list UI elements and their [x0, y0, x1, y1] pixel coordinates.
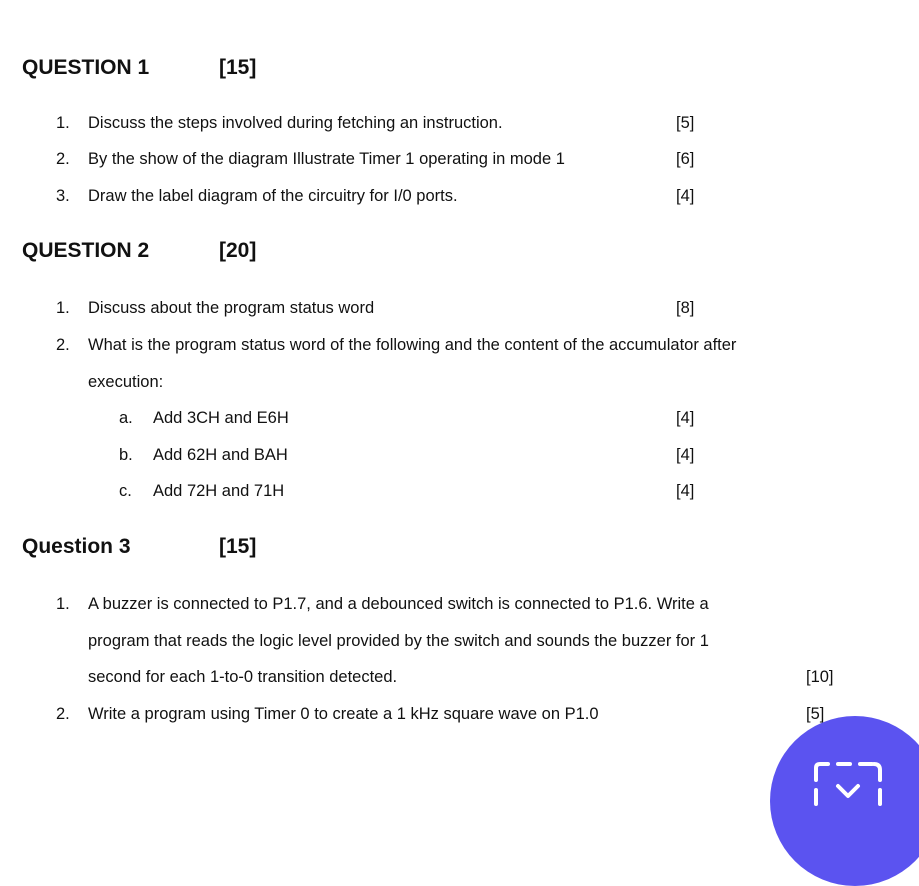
- q1-item-2-text: By the show of the diagram Illustrate Timer 1 operating in mode 1: [88, 150, 565, 168]
- question-3-marks: [15]: [219, 535, 257, 558]
- q2-item-2-number: 2.: [56, 336, 70, 354]
- question-2-marks: [20]: [219, 239, 257, 262]
- q2-item-1-text: Discuss about the program status word: [88, 299, 375, 317]
- q3-item-1-text-line2: program that reads the logic level provided by the switch and sounds the buzzer for 1: [88, 632, 709, 650]
- q2-subitem-a-marks: [4]: [676, 409, 695, 427]
- q2-subitem-c-marks: [4]: [676, 482, 695, 500]
- q2-item-1-number: 1.: [56, 299, 70, 317]
- q2-subitem-c-text: Add 72H and 71H: [153, 482, 285, 500]
- q1-item-3-number: 3.: [56, 187, 70, 205]
- scan-icon: [810, 760, 890, 810]
- q1-item-3-text: Draw the label diagram of the circuitry for I/0 ports.: [88, 187, 458, 205]
- q1-item-2-marks: [6]: [676, 150, 695, 168]
- q3-item-2-number: 2.: [56, 705, 70, 723]
- question-1-marks: [15]: [219, 56, 257, 79]
- q1-item-1-marks: [5]: [676, 114, 695, 132]
- q3-item-1-text-line3: second for each 1-to-0 transition detected.: [88, 668, 398, 686]
- q3-item-2-text: Write a program using Timer 0 to create a 1 kHz square wave on P1.0: [88, 705, 599, 723]
- q2-subitem-b-marks: [4]: [676, 446, 695, 464]
- q2-item-2-text-line2: execution:: [88, 373, 164, 391]
- question-2-title: QUESTION 2: [22, 239, 150, 262]
- q3-item-1-marks: [10]: [806, 668, 834, 686]
- q2-subitem-b-text: Add 62H and BAH: [153, 446, 288, 464]
- q1-item-3-marks: [4]: [676, 187, 695, 205]
- q2-item-1-marks: [8]: [676, 299, 695, 317]
- q1-item-1-number: 1.: [56, 114, 70, 132]
- q1-item-2-number: 2.: [56, 150, 70, 168]
- scan-fab-button[interactable]: [770, 716, 919, 886]
- q1-item-1-text: Discuss the steps involved during fetching an instruction.: [88, 114, 503, 132]
- question-3-title: Question 3: [22, 535, 131, 558]
- q2-subitem-a-letter: a.: [119, 409, 133, 427]
- q3-item-1-text-line1: A buzzer is connected to P1.7, and a debounced switch is connected to P1.6. Write a: [88, 595, 709, 613]
- q3-item-1-number: 1.: [56, 595, 70, 613]
- q2-item-2-text-line1: What is the program status word of the following and the content of the accumulator after: [88, 336, 737, 354]
- q2-subitem-b-letter: b.: [119, 446, 133, 464]
- q2-subitem-c-letter: c.: [119, 482, 132, 500]
- q3-item-2-marks: [5]: [806, 705, 825, 723]
- q2-subitem-a-text: Add 3CH and E6H: [153, 409, 289, 427]
- question-1-title: QUESTION 1: [22, 56, 150, 79]
